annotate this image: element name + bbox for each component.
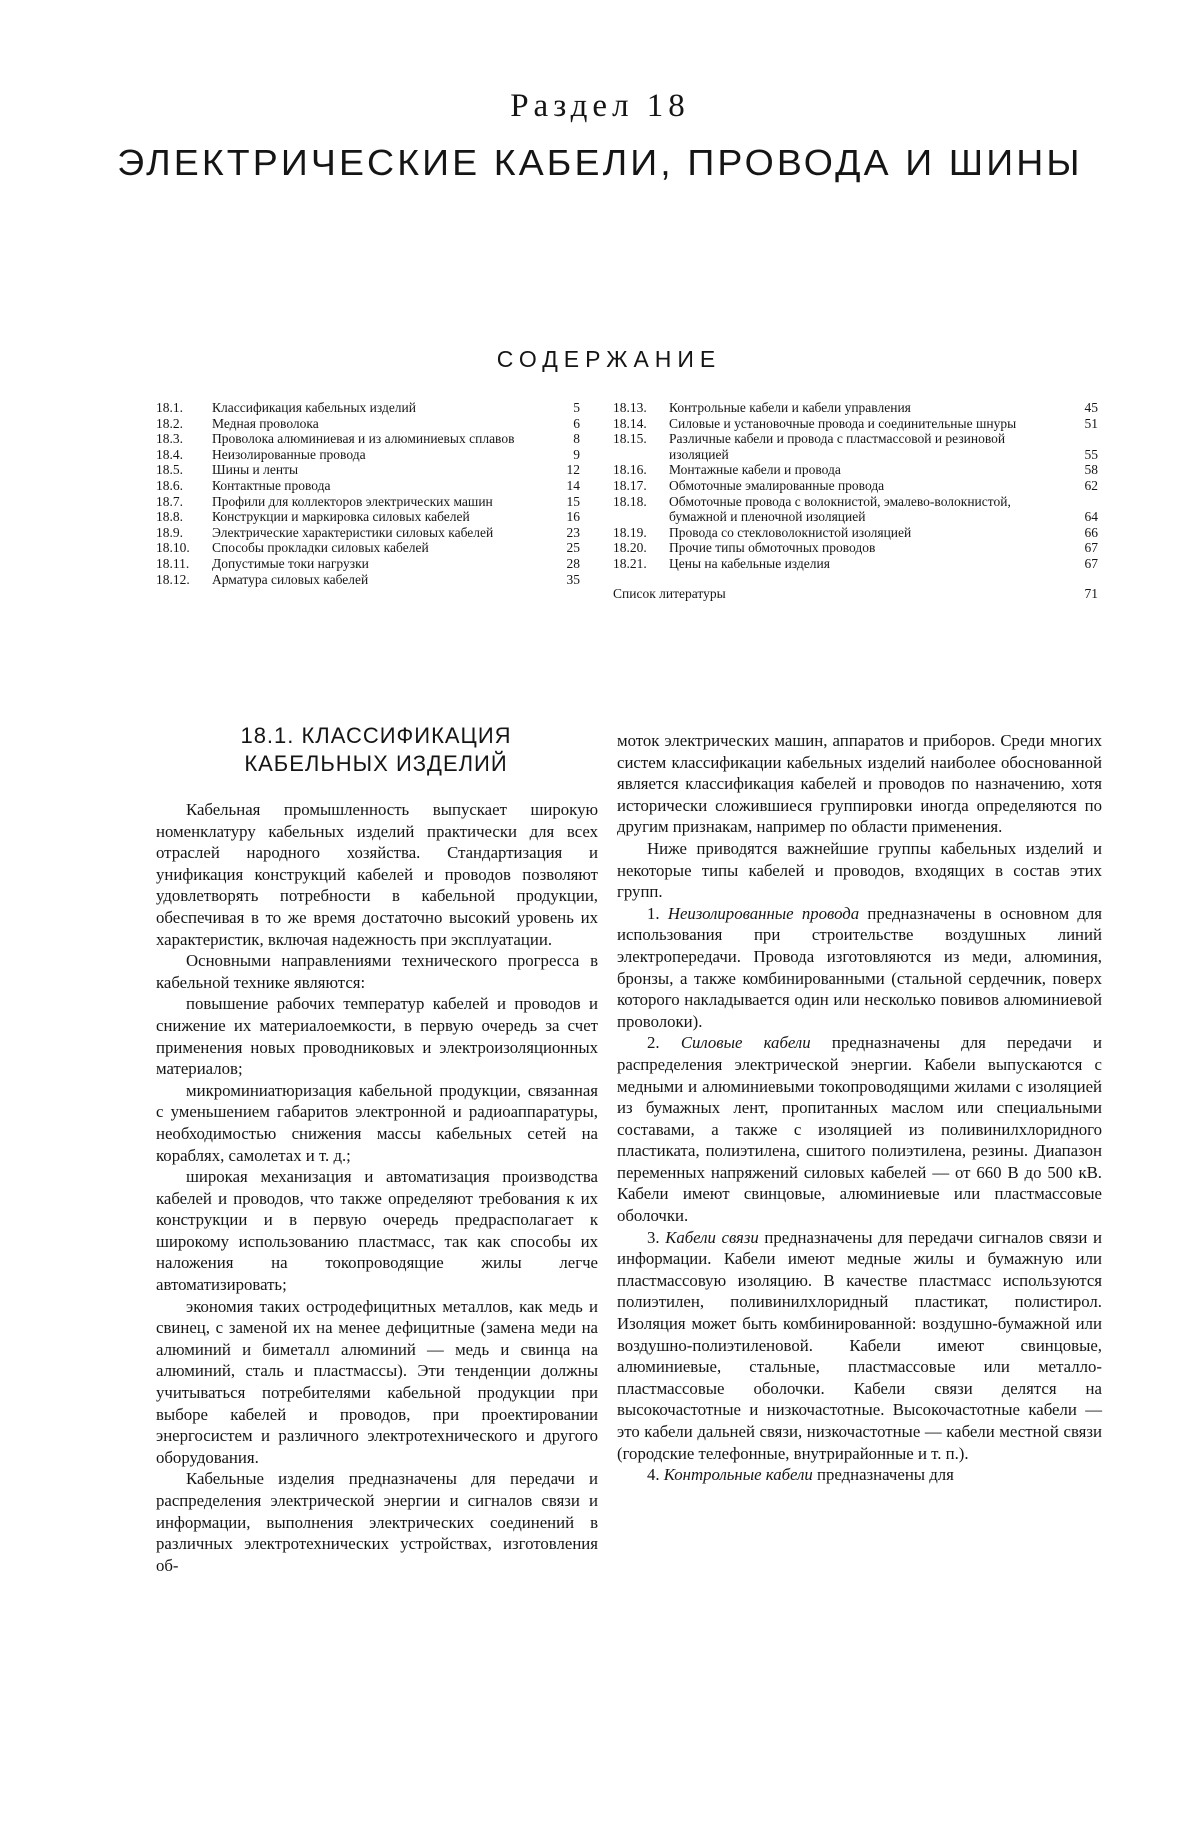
toc-entry[interactable] (156, 431, 580, 447)
paragraph: Кабельная промышленность выпускает широкую номенклатуру кабельных изделий практически для всех отраслей народного хозяйства. Стандартизация и унификация конструкций кабелей и проводов позволяют удовлетворять потребности в кабельной продукции, обеспечивая в то же время достаточно высокий уровень их характеристик, включая надежность при эксплуатации. (156, 800, 598, 949)
toc-entry-text: Неизолированные провода (212, 446, 366, 462)
toc-entry-page: 6 (573, 415, 580, 431)
toc-entry-page: 25 (566, 540, 580, 556)
item-term: Кабели связи (665, 1227, 759, 1247)
toc-spacer (613, 572, 1098, 586)
toc-entry-number: 18.15. (613, 431, 647, 447)
toc-entry-page: 67 (1084, 555, 1098, 571)
section-title-line-1: 18.1. КЛАССИФИКАЦИЯ (240, 723, 512, 748)
toc-entry-number: 18.2. (156, 415, 183, 431)
toc-entry-page: 15 (566, 493, 580, 509)
paragraph: микроминиатюризация кабельной продукции, связанная с уменьшением габаритов электронной и радиоаппаратуры, необходимостью снижения массы кабельных сетей на кораблях, самолетах и т. д.; (156, 1080, 598, 1165)
item-term: Контрольные кабели (663, 1465, 813, 1485)
toc-entry-page: 66 (1084, 524, 1098, 540)
toc-entry-number: 18.3. (156, 431, 183, 447)
toc-entry-number: 18.6. (156, 477, 183, 493)
toc-entry-text: Классификация кабельных изделий (212, 400, 416, 415)
item-text: предназначены в основном для использования при строительстве воздушных линий электропередачи. Провода изготовляются из меди, алюминия, бронзы, а также комбинированными (стальной сердечник, поверх которого накладывается один или несколько повивов алюминиевой проволоки). (617, 903, 1103, 1031)
toc-entry[interactable] (613, 431, 1098, 462)
toc-entry-text: Проволока алюминиевая и из алюминиевых сплавов (212, 431, 515, 447)
toc-entry-number: 18.17. (613, 477, 647, 493)
toc-entry-number: 18.10. (156, 540, 190, 556)
toc-entry-page: 16 (566, 509, 580, 525)
toc-entry-number: 18.16. (613, 462, 647, 478)
item-number: 2. (647, 1033, 681, 1053)
toc-entry-number: 18.4. (156, 446, 183, 462)
toc-entry-text: Профили для коллекторов электрических машин (212, 493, 493, 509)
toc-entry-page: 9 (573, 446, 580, 462)
toc-entry-text: Контактные провода (212, 477, 331, 493)
toc-entry-text: Конструкции и маркировка силовых кабелей (212, 509, 470, 525)
toc-entry[interactable] (156, 556, 580, 572)
toc-entry[interactable] (156, 447, 580, 463)
toc-right-list (613, 400, 1098, 572)
paragraph-communication-cables (617, 1227, 1102, 1465)
toc-entry[interactable] (613, 540, 1098, 556)
toc-entry-text: Способы прокладки силовых кабелей (212, 540, 429, 556)
item-text: предназначены для передачи и распределения электрической энергии. Кабели выпускаются с медными и алюминиевыми токопроводящими жилами с изоляцией из бумажных лент, пропитанных маслом или специальными составами, а также с изоляцией из поливинилхлоридного пластиката, полиэтилена, сшитого полиэтилена, резины. Диапазон переменных напряжений силовых кабелей — от 660 В до 500 кВ. Кабели имеют свинцовые, алюминиевые или пластмассовые оболочки. (617, 1033, 1103, 1226)
toc-entry-page: 67 (1084, 540, 1098, 556)
paragraph: Основными направлениями технического прогресса в кабельной технике являются: (156, 951, 598, 992)
item-number: 1. (647, 903, 668, 923)
paragraph: Кабельные изделия предназначены для передачи и распределения электрической энергии и сигналов связи и информации, выполнения электрических соединений в различных электротехнических устройствах, изготовления об- (156, 1469, 598, 1575)
toc-entry[interactable] (156, 400, 580, 416)
paragraph: повышение рабочих температур кабелей и проводов и снижение их материалоемкости, в первую очередь за счет применения новых проводниковых и электроизоляционных материалов; (156, 994, 598, 1079)
toc-entry-number: 18.8. (156, 509, 183, 525)
toc-entry-text: Электрические характеристики силовых кабелей (212, 524, 494, 540)
toc-entry-page: 64 (1084, 509, 1098, 525)
paragraph-control-cables (617, 1464, 1102, 1486)
paragraph: широкая механизация и автоматизация производства кабелей и проводов, что также определяют требования к их конструкции и в первую очередь предрасполагает к широкому использованию пластмасс, так как способы их наложения на токопроводящие жилы легче автоматизировать; (156, 1167, 598, 1295)
item-term: Силовые кабели (680, 1033, 811, 1053)
toc-left-list (156, 400, 580, 587)
toc-entry-text: Силовые и установочные провода и соединительные шнуры (669, 415, 1017, 431)
toc-entry[interactable] (613, 556, 1098, 572)
toc-entry-number: 18.20. (613, 540, 647, 556)
toc-entry-text: Обмоточные провода с волокнистой, эмалево-волокнистой, бумажной и пленочной изоляцией (669, 493, 1011, 525)
toc-entry-number: 18.1. (156, 400, 183, 415)
toc-entry[interactable] (156, 416, 580, 432)
paragraph: экономия таких остродефицитных металлов, как медь и свинец, с заменой их на менее дефицитные (замена меди на алюминий и биметалл алюминий — медь и свинца на алюминий, сталь и пластмассы). Эти тенденции должны учитываться потребителями кабельной продукции при выборе кабелей и проводов, при проектировании энергосистем и различного электротехнического и другого оборудования. (156, 1296, 598, 1467)
toc-entry[interactable] (156, 540, 580, 556)
toc-entry-text: Контрольные кабели и кабели управления (669, 400, 911, 415)
toc-entry-text: Список литературы (613, 585, 726, 601)
toc-entry-literature[interactable] (613, 586, 1098, 602)
toc-entry[interactable] (156, 462, 580, 478)
page-title: ЭЛЕКТРИЧЕСКИЕ КАБЕЛИ, ПРОВОДА И ШИНЫ (117, 142, 1083, 183)
body-right-column (617, 730, 1102, 1486)
toc-entry-number: 18.18. (613, 493, 647, 509)
item-number: 3. (647, 1227, 666, 1247)
toc-entry[interactable] (156, 494, 580, 510)
body-left-column (156, 799, 598, 1576)
toc-entry-page: 23 (566, 524, 580, 540)
toc-entry-text: Прочие типы обмоточных проводов (669, 540, 876, 556)
toc-entry-number: 18.9. (156, 524, 183, 540)
item-number: 4. (647, 1465, 664, 1485)
toc-entry-text: Провода со стекловолокнистой изоляцией (669, 524, 912, 540)
toc-entry-text: Монтажные кабели и провода (669, 462, 841, 478)
toc-entry-number: 18.7. (156, 493, 183, 509)
toc-entry-number: 18.19. (613, 524, 647, 540)
paragraph: Ниже приводятся важнейшие группы кабельных изделий и некоторые типы кабелей и проводов, входящих в состав этих групп. (617, 838, 1102, 902)
toc-entry-page: 35 (566, 571, 580, 587)
toc-left-column (156, 400, 580, 587)
section-title (156, 722, 596, 778)
toc-entry-page: 14 (566, 477, 580, 493)
toc-entry-text: Медная проволока (212, 415, 319, 431)
toc-entry[interactable] (156, 525, 580, 541)
toc-entry-page: 8 (573, 431, 580, 447)
item-text: предназначены для (812, 1465, 954, 1485)
toc-entry[interactable] (613, 400, 1098, 416)
toc-entry-page: 28 (566, 555, 580, 571)
toc-entry-page: 55 (1084, 446, 1098, 462)
toc-entry-page: 71 (1084, 585, 1098, 601)
section-title-line-2: КАБЕЛЬНЫХ ИЗДЕЛИЙ (244, 751, 508, 776)
toc-entry-text: Допустимые токи нагрузки (212, 555, 369, 571)
chapter-heading: Раздел 18 (510, 88, 690, 124)
toc-entry-number: 18.11. (156, 555, 190, 571)
item-term: Неизолированные провода (667, 903, 860, 923)
toc-entry-text: Различные кабели и провода с пластмассовой и резиновой изоляцией (669, 431, 1006, 462)
toc-entry-page: 5 (573, 400, 580, 415)
toc-entry-page: 58 (1084, 462, 1098, 478)
toc-entry-number: 18.21. (613, 555, 647, 571)
toc-entry-number: 18.5. (156, 462, 183, 478)
toc-entry-page: 62 (1084, 477, 1098, 493)
toc-entry[interactable] (613, 525, 1098, 541)
paragraph-power-cables (617, 1032, 1102, 1226)
toc-entry[interactable] (613, 416, 1098, 432)
toc-entry-page: 45 (1084, 400, 1098, 415)
item-text: предназначены для передачи сигналов связи и информации. Кабели имеют медные жилы и бумажную или пластмассовую изоляцию. В качестве пластмасс используются полиэтилен, поливинилхлоридный пластикат, полистирол. Изоляция может быть комбинированной: воздушно-бумажной или воздушно-полиэтиленовой. Кабели имеют свинцовые, алюминиевые, стальные, пластмассовые или металло-пластмассовые оболочки. Кабели связи делятся на высокочастотные и низкочастотные. Высокочастотные кабели — это кабели дальней связи, низкочастотные — кабели местной связи (городские телефонные, внутрирайонные и т. п.). (617, 1227, 1102, 1463)
toc-entry[interactable] (156, 572, 580, 588)
toc-right-column (613, 400, 1098, 601)
toc-entry-number: 18.12. (156, 571, 190, 587)
paragraph: моток электрических машин, аппаратов и приборов. Среди многих систем классификации кабельных изделий наиболее обоснованной является классификация кабелей и проводов по назначению, хотя исторически сложившиеся группировки иногда определяются по другим признакам, например по области применения. (617, 731, 1102, 837)
toc-entry-number: 18.13. (613, 400, 647, 415)
paragraph-uninsulated-wires (617, 903, 1102, 1033)
toc-entry-text: Арматура силовых кабелей (212, 571, 369, 587)
toc-heading: СОДЕРЖАНИЕ (496, 346, 722, 372)
toc-entry-text: Цены на кабельные изделия (669, 555, 830, 571)
toc-entry[interactable] (613, 478, 1098, 494)
toc-entry-number: 18.14. (613, 415, 647, 431)
toc-entry-page: 12 (566, 462, 580, 478)
toc-entry-text: Обмоточные эмалированные провода (669, 477, 885, 493)
toc-entry[interactable] (156, 509, 580, 525)
toc-entry[interactable] (613, 494, 1098, 525)
toc-entry-text: Шины и ленты (212, 462, 299, 478)
toc-entry[interactable] (156, 478, 580, 494)
toc-entry[interactable] (613, 462, 1098, 478)
toc-entry-page: 51 (1084, 415, 1098, 431)
